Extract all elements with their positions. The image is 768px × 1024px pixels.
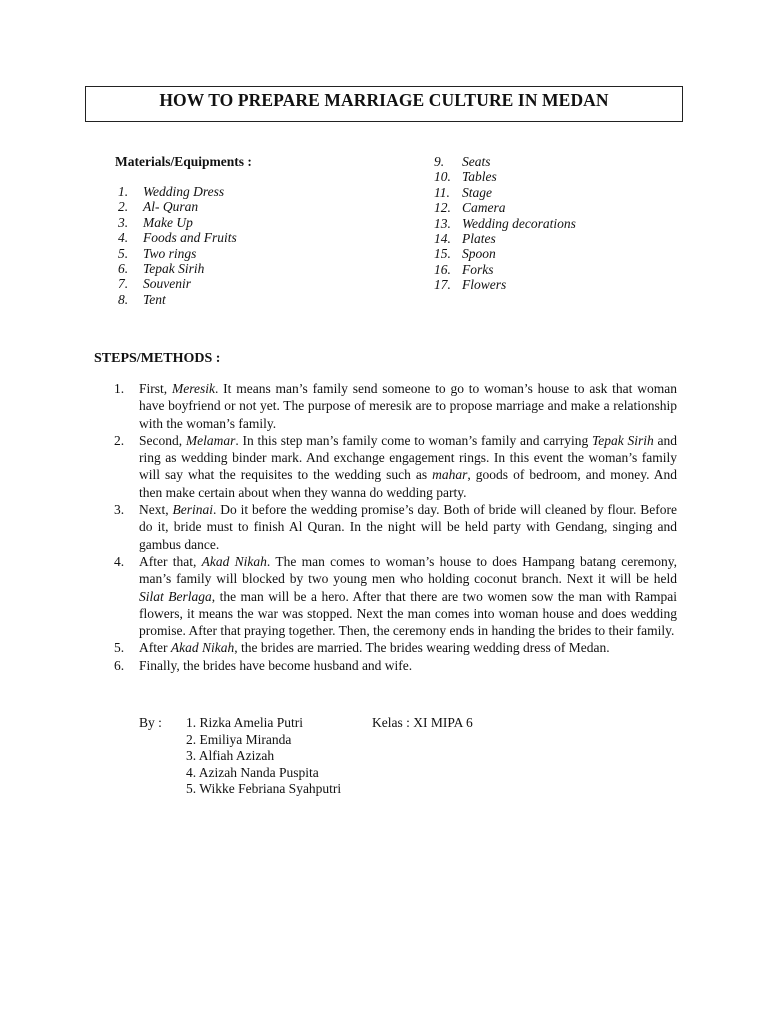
item-text: Foods and Fruits [143, 230, 237, 246]
step-term: Meresik [171, 381, 215, 396]
item-text: Tent [143, 291, 166, 307]
step-term: Akad Nikah [170, 640, 235, 656]
step-term: Melamar [185, 432, 236, 448]
step-text: . Do it before the wedding promise’s day. Both of bride will cleaned by flour. Before do it, bride must to finish Al Quran. In the night will be held party with Gendang, singing and gambus dance. [139, 502, 677, 552]
author-name: 1. Rizka Amelia Putri [186, 715, 303, 730]
item-text: Plates [462, 230, 496, 246]
document-title: HOW TO PREPARE MARRIAGE CULTURE IN MEDAN [85, 86, 683, 122]
item-text: Souvenir [143, 276, 191, 292]
step-number: 3. [114, 502, 125, 518]
steps-list [114, 380, 677, 674]
item-number: 6. [118, 260, 129, 276]
steps-heading: STEPS/METHODS : [94, 351, 221, 366]
item-number: 13. [434, 215, 451, 231]
item-number: 10. [434, 169, 451, 185]
step-item [114, 432, 677, 501]
item-number: 7. [118, 276, 129, 292]
item-text: Seats [462, 154, 491, 169]
item-number: 15. [434, 246, 451, 262]
step-text: and ring as wedding binder mark. And exchange engagement rings. In this event the woman’s family will say what the requisites to the wedding such as [139, 432, 677, 483]
item-text: Forks [462, 261, 494, 277]
step-text: After that, [139, 553, 202, 569]
step-number: 6. [114, 657, 125, 673]
step-item [114, 501, 677, 553]
item-number: 8. [118, 291, 129, 307]
item-number: 17. [434, 277, 451, 293]
step-number: 2. [114, 432, 125, 448]
item-number: 12. [434, 200, 451, 216]
item-number: 4. [118, 230, 129, 246]
step-text: Next, [139, 502, 173, 518]
step-term: Berinai [172, 502, 213, 518]
item-number: 16. [434, 261, 451, 277]
step-text: Finally, the brides have become husband and wife. [139, 657, 413, 673]
step-item [114, 639, 677, 656]
step-item [114, 657, 677, 674]
item-text: Tepak Sirih [143, 260, 205, 276]
step-item [114, 380, 677, 432]
item-text: Wedding decorations [462, 215, 576, 231]
step-text: First, [139, 381, 172, 396]
item-text: Spoon [462, 246, 496, 262]
item-number: 1. [118, 184, 129, 199]
author-list [186, 715, 341, 798]
item-number: 11. [434, 184, 450, 200]
step-text: , goods of bedroom, and money. And then make certain about when they wanna do wedding party. [139, 467, 677, 500]
item-text: Stage [462, 184, 492, 200]
author-name: 5. Wikke Febriana Syahputri [186, 781, 342, 796]
class-label: Kelas : XI MIPA 6 [372, 715, 473, 730]
step-number: 4. [114, 553, 125, 569]
item-number: 9. [434, 154, 445, 169]
item-number: 5. [118, 245, 129, 261]
item-text: Make Up [143, 214, 193, 230]
item-text: Camera [462, 200, 506, 216]
step-number: 5. [114, 640, 125, 656]
step-number: 1. [114, 381, 125, 396]
step-text: . In this step man’s family come to woman’s family and carrying [235, 432, 592, 448]
author-name: 2. Emiliya Miranda [186, 731, 292, 747]
step-text: , the man will be a hero. After that there are two women sow the man with Rampai flowers, it means the war was stopped. Next the man comes into woman house and does wedding promise. After that praying together. Then, the ceremony ends in handing the brides to their family. [139, 588, 678, 639]
step-term: Silat Berlaga [139, 588, 212, 604]
step-term: mahar [432, 467, 468, 483]
step-text: . The man comes to woman’s house to does Hampang batang ceremony, man’s family will blocked by two young men who holding coconut branch. Next it will be held [139, 553, 677, 587]
step-text: . It means man’s family send someone to go to woman’s house to ask that woman have boyfriend or not yet. The purpose of meresik are to propose marriage and make a relationship with the woman’s family. [139, 381, 677, 431]
step-term: Akad Nikah [201, 553, 267, 569]
step-text: Second, [139, 432, 186, 448]
step-item [114, 553, 677, 639]
item-text: Wedding Dress [143, 184, 225, 199]
step-text: , the brides are married. The brides wearing wedding dress of Medan. [234, 640, 610, 656]
step-term: Tepak Sirih [591, 432, 654, 448]
item-text: Tables [462, 169, 497, 185]
author-name: 3. Alfiah Azizah [186, 748, 275, 763]
item-number: 3. [118, 214, 129, 230]
item-number: 2. [118, 199, 129, 215]
by-label: By : [139, 715, 162, 730]
item-text: Two rings [143, 245, 197, 261]
author-name: 4. Azizah Nanda Puspita [186, 764, 319, 780]
item-text: Flowers [462, 277, 507, 293]
item-text: Al- Quran [143, 199, 199, 215]
step-text: After [139, 640, 171, 656]
item-number: 14. [434, 230, 451, 246]
materials-heading: Materials/Equipments : [115, 154, 252, 169]
